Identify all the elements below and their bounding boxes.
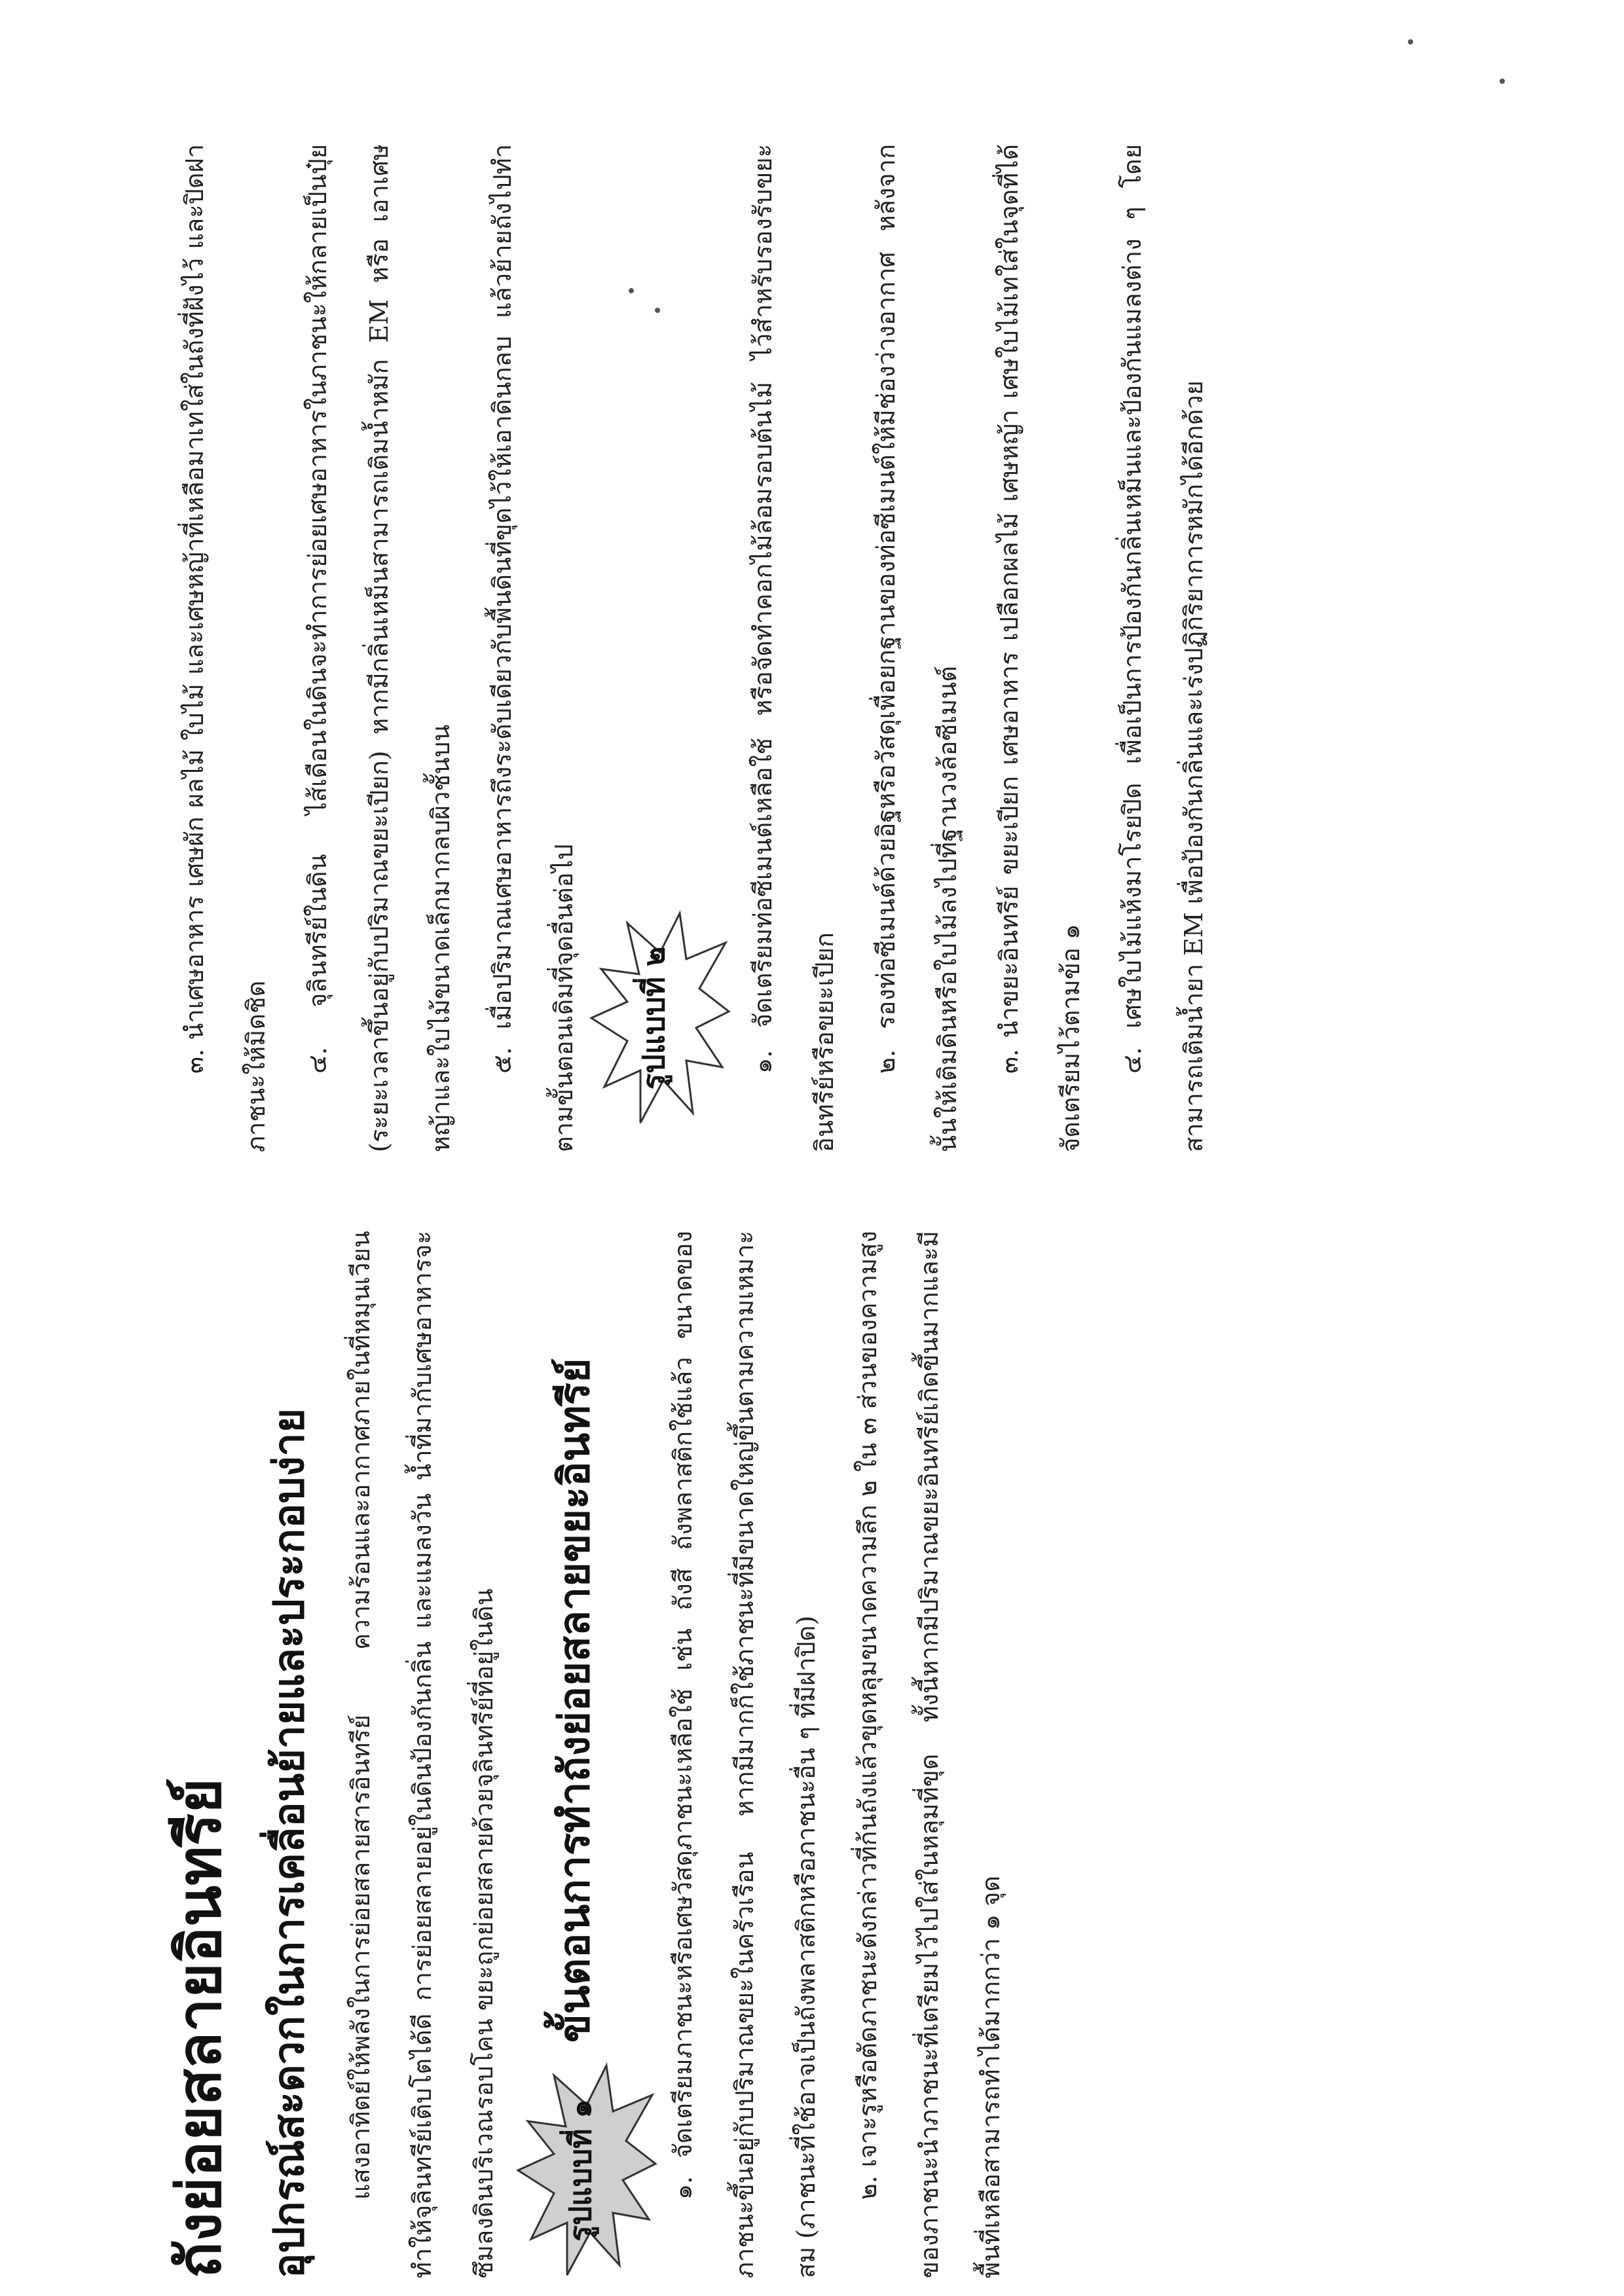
document-title: ถังย่อยสลายอินทรีย์ xyxy=(164,1778,234,2278)
rotated-document xyxy=(151,131,1526,2278)
step-4-paragraph: ๔. จุลินทรีย์ในดิน ไส้เดือนในดินจะทำการย่อยเศษอาหารในภาชนะให้กลายเป็นปุ๋ย (ระยะเวลาขึ้นอยู่กับปริมาณขยะเปียก) หากมีกลิ่นเหม็นสามารถเติมน้ำหมัก EM หรือ เอาเศษหญ้าและใบไม้ขนาดเล็กมากลบผิวชั้นบน xyxy=(303,144,455,1152)
steps-heading-row xyxy=(521,1231,652,2278)
step-3-paragraph: ๓. นำเศษอาหาร เศษผัก ผลไม้ ใบไม้ และเศษหญ้าที่เหลือมาเทใส่ในถังที่ฝังไว้ และปิดฝาภาชนะให้มิดชิด xyxy=(180,144,270,1152)
format-2-step-4-paragraph: ๔. เศษใบไม้แห้งมาโรยปิด เพื่อเป็นการป้องกันกลิ่นเหม็นและป้องกันแมลงต่าง ๆ โดยสามารถเติมน้ำยา EM เพื่อป้องกันกลิ่นและเร่งปฏิกิริยาการหมักได้อีกด้วย xyxy=(1118,144,1208,1152)
step-1-paragraph: ๑. จัดเตรียมภาชนะหรือเศษวัสดุภาชนะเหลือใช้ เช่น ถังสี ถังพลาสติกใช้แล้ว ขนาดของภาชนะขึ้นอยู่กับปริมาณขยะในครัวเรือน หากมีมากก็ใช้ภาชนะที่มีขนาดใหญ่ขึ้นตามความเหมาะสม (ภาชนะที่ใช้อาจเป็นถังพลาสติกหรือภาชนะอื่น ๆ ที่มีฝาปิด) xyxy=(669,1231,821,2278)
badge-format-2-label: รูปแบบที่ ๒ xyxy=(636,946,671,1090)
badge-format-1 xyxy=(515,2062,659,2278)
badge-format-1-label: รูปแบบที่ ๑ xyxy=(563,2099,598,2242)
badge-format-2 xyxy=(588,910,732,1126)
section-heading-steps: ขั้นตอนการทำถังย่อยสลายขยะอินทรีย์ xyxy=(551,1358,599,2043)
format-2-row xyxy=(601,144,732,1152)
format-2-step-2-paragraph: ๒. รองท่อซีเมนต์ด้วยอิฐหรือวัสดุเพื่อยกฐานของท่อซีเมนต์ให้มีช่องว่างอากาศ หลังจากนั้นให้เติมดินหรือใบไม้ลงไปที่ฐานวงล้อซีเมนต์ xyxy=(872,144,962,1152)
left-column xyxy=(164,1231,1022,2278)
scan-speck xyxy=(629,288,634,293)
step-2-paragraph: ๒. เจาะรูหรือตัดภาชนะดังกล่าวที่ก้นถังแล้วขุดหลุมขนาดความลึก ๒ ใน ๓ ส่วนของความสูงของภาชนะนำภาชนะที่เตรียมไว้ไปใส่ในหลุมที่ขุด ทั้งนี้หากมีปริมาณขยะอินทรีย์เกิดขึ้นมากและมีพื้นที่เหลือสามารถทำได้มากกว่า ๑ จุด xyxy=(853,1231,1005,2278)
scan-speck xyxy=(1408,39,1413,45)
section-heading-equipment: อุปกรณ์สะดวกในการเคลื่อนย้ายและประกอบง่าย xyxy=(265,1408,314,2278)
intro-paragraph: แสงอาทิตย์ให้พลังในการย่อยสลายสารอินทรีย์ ความร้อนและอากาศภายในที่หมุนเวียน ทำให้จุลินทรีย์เติบโตได้ดี การย่อยสลายอยู่ในดินป้องกันกลิ่น และแมลงวัน น้ำที่มากับเศษอาหารจะซึมลงดินบริเวณรอบโคน ขยะถูกย่อยสลายด้วยจุลินทรีย์ที่อยู่ในดิน xyxy=(346,1231,498,2278)
step-5-paragraph: ๕. เมื่อปริมาณเศษอาหารถึงระดับเดียวกับพื้นดินที่ขุดไว้ให้เอาดินกลบ แล้วย้ายถังไปทำตามขั้นตอนเดิมที่จุดอื่นต่อไป xyxy=(488,144,578,1152)
scan-speck xyxy=(1500,79,1505,84)
format-2-step-1-paragraph: ๑. จัดเตรียมท่อซีเมนต์เหลือใช้ หรือจัดทำคอกไม้ล้อมรอบต้นไม้ ไว้สำหรับรองรับขยะอินทรีย์หรือขยะเปียก xyxy=(748,144,839,1152)
right-column xyxy=(164,144,1225,1152)
scan-speck xyxy=(655,308,660,313)
format-2-step-3-paragraph: ๓. นำขยะอินทรีย์ ขยะเปียก เศษอาหาร เปลือกผลไม้ เศษหญ้า เศษใบไม้เทใส่ในจุดที่ได้จัดเตรียมไว้ตามข้อ ๑ xyxy=(995,144,1085,1152)
